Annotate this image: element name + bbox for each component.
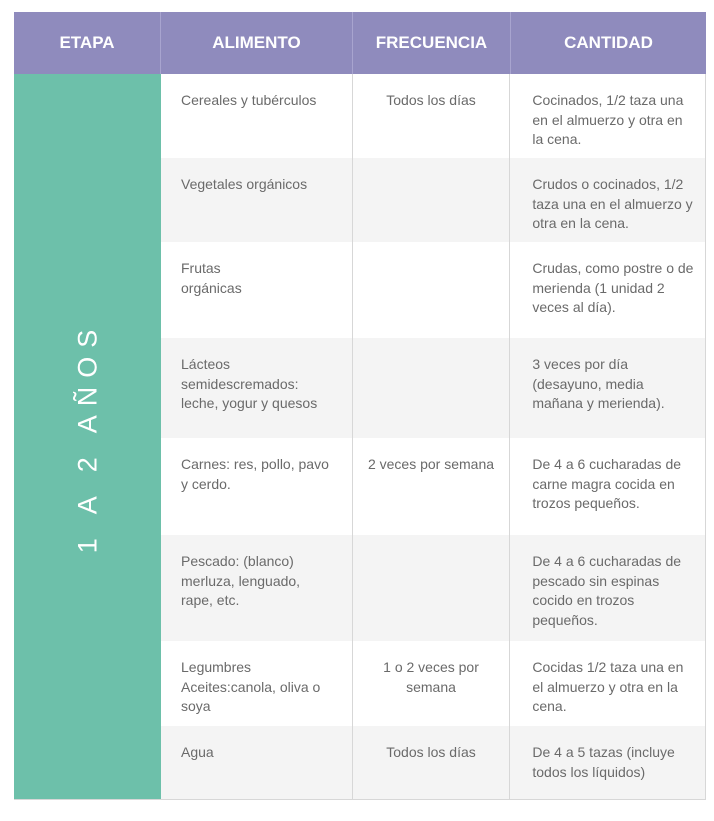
alimento-line: Lácteos semidescremados: leche, yogur y quesos xyxy=(181,356,318,411)
frecuencia-cell: Todos los días xyxy=(353,74,511,158)
alimento-cell xyxy=(161,242,353,338)
alimento-cell xyxy=(161,641,353,726)
alimento-line: Pescado: (blanco) merluza, lenguado, rape, etc. xyxy=(181,553,301,608)
cantidad-cell: Crudas, como postre o de merienda (1 unidad 2 veces al día). xyxy=(532,260,694,315)
header-cantidad: CANTIDAD xyxy=(564,33,653,52)
rows-container xyxy=(161,74,706,799)
table-row xyxy=(161,641,705,726)
alimento-cell xyxy=(161,74,353,158)
alimento-cell xyxy=(161,158,353,242)
frecuencia-cell: Todos los días xyxy=(353,726,511,799)
frecuencia-cell: 2 veces por semana xyxy=(353,438,511,535)
frecuencia-cell xyxy=(353,338,511,438)
table-body xyxy=(14,74,706,800)
alimento-line: Carnes: res, pollo, pavo y cerdo. xyxy=(181,456,329,492)
stage-column xyxy=(14,74,161,799)
cantidad-cell: Cocidas 1/2 taza una en el almuerzo y otra en la cena. xyxy=(532,659,684,714)
table-row xyxy=(161,726,705,799)
alimento-line: orgánicas xyxy=(181,279,242,296)
nutrition-table xyxy=(14,12,706,800)
header-etapa: ETAPA xyxy=(14,12,161,74)
alimento-cell xyxy=(161,726,353,799)
header-frecuencia: FRECUENCIA xyxy=(353,12,511,74)
alimento-line: Aceites:canola, oliva o soya xyxy=(181,678,321,714)
frecuencia-cell xyxy=(353,158,511,242)
alimento-cell xyxy=(161,438,353,535)
cantidad-cell: De 4 a 6 cucharadas de carne magra cocida en trozos pequeños. xyxy=(532,456,682,511)
table-row xyxy=(161,438,705,535)
alimento-cell xyxy=(161,535,353,641)
cantidad-cell: 3 veces por día (desayuno, media mañana y merienda). xyxy=(532,356,665,411)
alimento-line: Cereales y tubérculos xyxy=(181,92,317,108)
table-row xyxy=(161,158,705,242)
header-alimento: ALIMENTO xyxy=(161,12,353,74)
frecuencia-cell: 1 o 2 veces por semana xyxy=(353,641,511,726)
table-row xyxy=(161,535,705,641)
table-row xyxy=(161,338,705,438)
stage-label: 1 A 2 AÑOS xyxy=(72,320,102,553)
table-row xyxy=(161,74,705,158)
frecuencia-cell xyxy=(353,242,511,338)
cantidad-cell: De 4 a 6 cucharadas de pescado sin espinas cocido en trozos pequeños. xyxy=(532,553,682,628)
alimento-line: Agua xyxy=(181,744,214,760)
cantidad-cell: Crudos o cocinados, 1/2 taza una en el almuerzo y otra en la cena. xyxy=(532,176,693,231)
table-header xyxy=(14,12,706,74)
alimento-cell xyxy=(161,338,353,438)
table-row xyxy=(161,242,705,338)
cantidad-cell: Cocinados, 1/2 taza una en el almuerzo y otra en la cena. xyxy=(532,92,684,147)
alimento-line: Legumbres xyxy=(181,659,252,675)
cantidad-cell: De 4 a 5 tazas (incluye todos los líquidos) xyxy=(532,744,675,780)
alimento-line: Frutas xyxy=(181,260,221,276)
alimento-line: Vegetales orgánicos xyxy=(181,176,308,192)
frecuencia-cell xyxy=(353,535,511,641)
